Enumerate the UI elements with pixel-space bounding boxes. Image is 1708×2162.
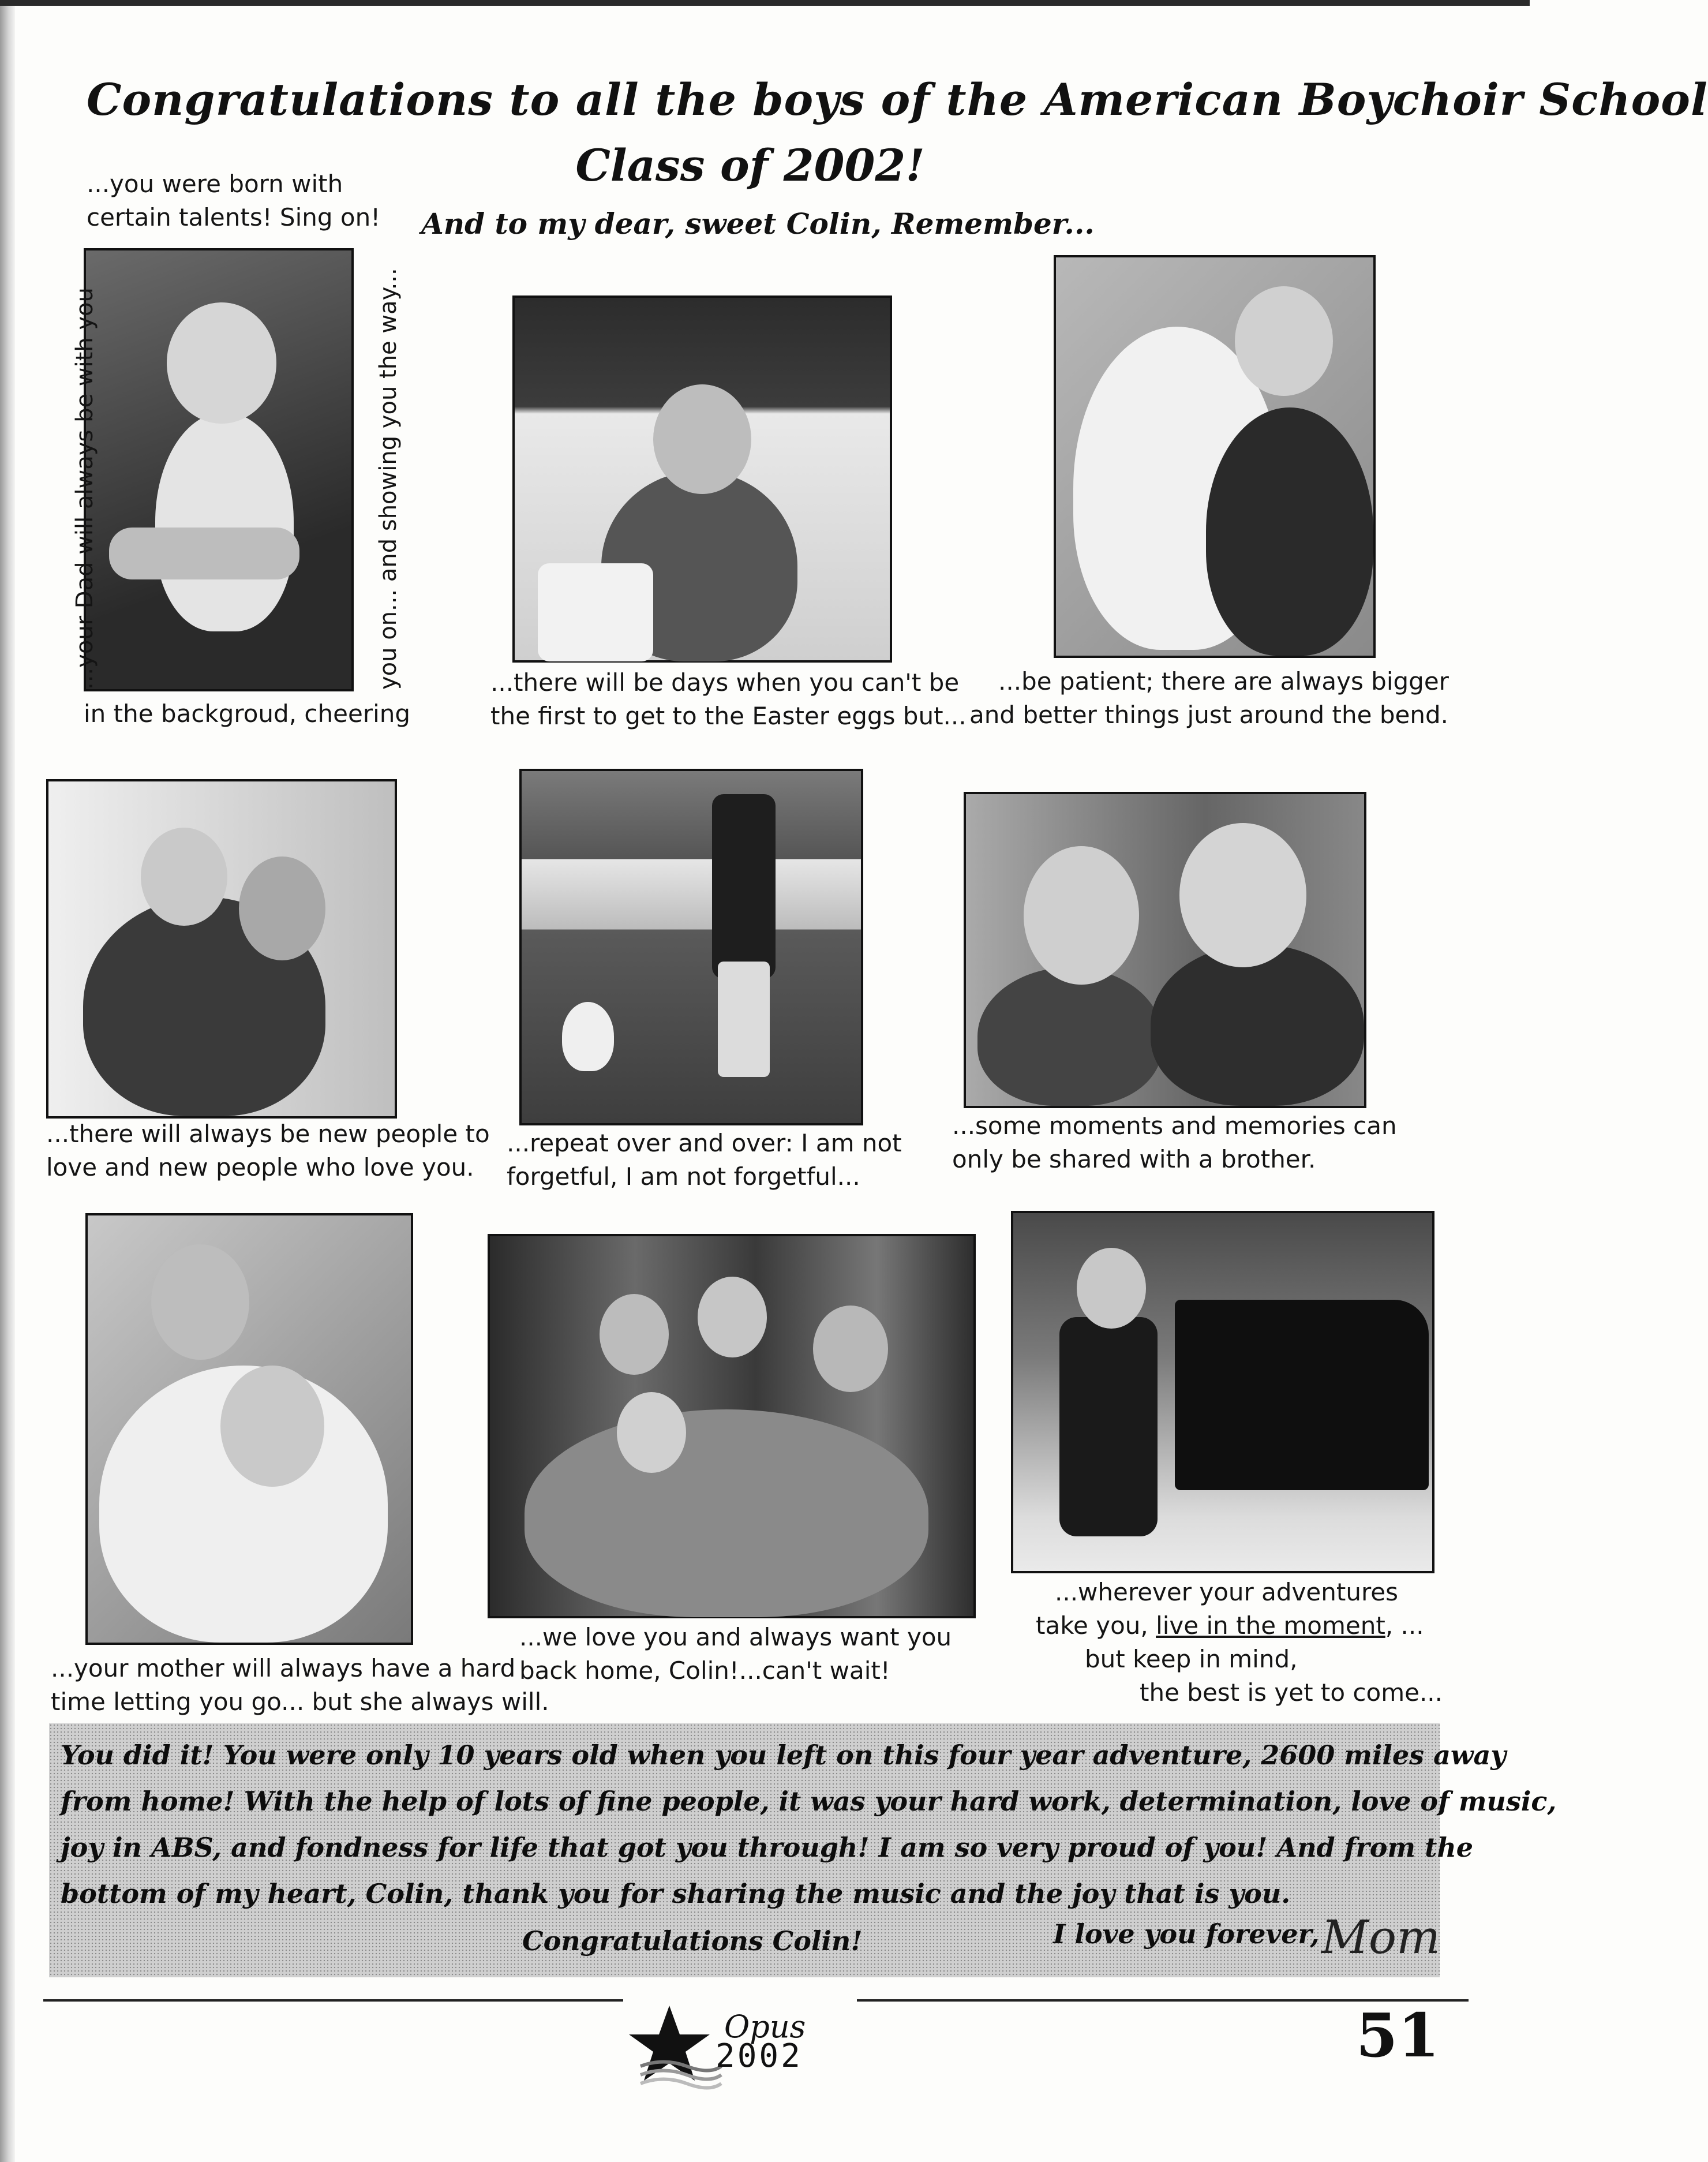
photo-mother-and-son xyxy=(85,1213,413,1645)
signature-mom: Mom xyxy=(1321,1910,1440,1964)
photo-boy-at-piano xyxy=(1011,1211,1434,1573)
caption-photo8-1: ...we love you and always want you xyxy=(519,1623,952,1651)
caption-photo9-underlined: live in the moment xyxy=(1156,1611,1385,1640)
caption-photo1-bottom: in the backgroud, cheering xyxy=(84,700,411,728)
caption-photo4-1: ...there will always be new people to xyxy=(46,1120,490,1148)
message-closing: I love you forever, xyxy=(1053,1918,1320,1950)
page-number: 51 xyxy=(1356,2000,1440,2071)
caption-photo1-top-1: ...you were born with xyxy=(87,170,343,198)
message-line-4: bottom of my heart, Colin, thank you for sharing the music and the joy that is you. xyxy=(61,1878,1291,1909)
photo-two-brothers xyxy=(964,792,1366,1108)
caption-photo9-3: but keep in mind, xyxy=(1085,1645,1298,1673)
caption-photo2-1: ...there will be days when you can't be xyxy=(490,668,960,697)
photo-boy-hugging-man xyxy=(46,779,397,1119)
caption-photo5-1: ...repeat over and over: I am not xyxy=(507,1129,902,1157)
caption-photo1-left-vertical: ...your Dad will always be with you xyxy=(72,287,98,690)
caption-photo6-2: only be shared with a brother. xyxy=(952,1145,1316,1173)
message-box xyxy=(49,1723,1557,1977)
caption-photo9-4: the best is yet to come... xyxy=(1140,1678,1443,1707)
message-congrats: Congratulations Colin! xyxy=(522,1925,863,1957)
caption-photo1-top-2: certain talents! Sing on! xyxy=(87,203,381,231)
page-spine-shadow xyxy=(0,0,15,2162)
caption-photo6-1: ...some moments and memories can xyxy=(952,1112,1397,1140)
page-title: Congratulations to all the boys of the American Boychoir School xyxy=(87,74,1708,125)
page-title-class: Class of 2002! xyxy=(575,140,925,191)
photo-boy-with-bunny xyxy=(1054,255,1376,658)
logo-opus: Opus xyxy=(724,2008,806,2045)
photo-baby xyxy=(84,248,354,691)
caption-photo2-2: the first to get to the Easter eggs but... xyxy=(490,702,967,730)
message-line-3: joy in ABS, and fondness for life that got you through! I am so very proud of you! And from the xyxy=(61,1832,1474,1863)
caption-photo9-1: ...wherever your adventures xyxy=(1055,1578,1399,1606)
caption-photo3-1: ...be patient; there are always bigger xyxy=(998,667,1449,695)
photo-boy-easter-snow xyxy=(512,296,892,663)
photo-boy-on-deck-with-dog xyxy=(519,769,863,1125)
top-edge xyxy=(0,0,1530,6)
caption-photo8-2: back home, Colin!...can't wait! xyxy=(519,1656,890,1685)
caption-photo7-1: ...your mother will always have a hard xyxy=(51,1654,516,1682)
caption-photo7-2: time letting you go... but she always will. xyxy=(51,1688,549,1716)
logo-year: 2002 xyxy=(716,2037,803,2075)
caption-photo4-2: love and new people who love you. xyxy=(46,1153,474,1181)
caption-photo9-2 xyxy=(1036,1609,1424,1643)
caption-photo1-right-vertical: you on... and showing you the way... xyxy=(375,268,402,690)
message-line-1: You did it! You were only 10 years old when you left on this four year adventure, 2600 miles away xyxy=(61,1740,1507,1771)
caption-photo5-2: forgetful, I am not forgetful... xyxy=(507,1162,860,1191)
star-flag-icon xyxy=(629,2003,721,2089)
caption-photo9-2a: take you, xyxy=(1036,1611,1156,1640)
message-line-2: from home! With the help of lots of fine people, it was your hard work, determination, love of music, xyxy=(61,1786,1557,1817)
footer-rule-left xyxy=(43,1999,623,2002)
caption-photo9-2c: , ... xyxy=(1385,1611,1424,1640)
page-subtitle: And to my dear, sweet Colin, Remember... xyxy=(421,207,1095,241)
caption-photo3-2: and better things just around the bend. xyxy=(969,701,1448,729)
photo-family-in-forest xyxy=(488,1234,976,1618)
